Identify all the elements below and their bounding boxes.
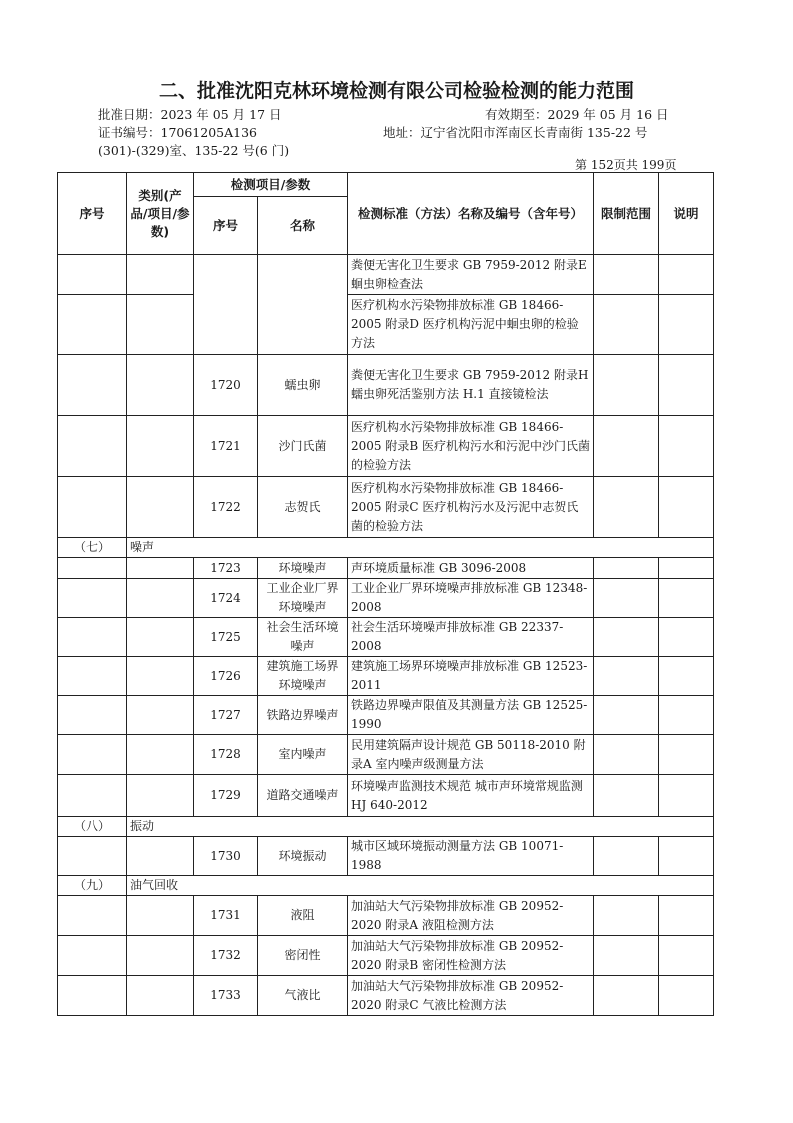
table-row: [58, 579, 714, 618]
cert-number: 证书编号：17061205A136: [98, 125, 258, 140]
header-note: 说明: [659, 173, 714, 255]
section-row: [58, 876, 714, 896]
standard-cell: 环境噪声监测技术规范 城市声环境常规监测 HJ 640-2012: [348, 775, 594, 817]
section-title: 振动: [127, 817, 714, 837]
address-continued: (301)-(329)室、135-22 号(6 门): [98, 143, 290, 158]
table-row: [58, 936, 714, 976]
standard-cell: 工业企业厂界环境噪声排放标准 GB 12348-2008: [348, 579, 594, 618]
header-item-param: 检测项目/参数: [194, 173, 348, 197]
page-title: 二、批准沈阳克林环境检测有限公司检验检测的能力范围: [158, 80, 634, 102]
header-item-seq: 序号: [194, 197, 258, 255]
standard-cell: 粪便无害化卫生要求 GB 7959-2012 附录H 蠕虫卵死活鉴别方法 H.1 直接镜检法: [348, 355, 594, 416]
table-row: [58, 837, 714, 876]
item-number: 1721: [194, 416, 258, 477]
item-number: 1729: [194, 775, 258, 817]
table-row: [58, 477, 714, 538]
table-row: [58, 255, 714, 295]
standard-cell: 医疗机构水污染物排放标准 GB 18466-2005 附录C 医疗机构污水及污泥中志贺氏菌的检验方法: [348, 477, 594, 538]
item-name: 沙门氏菌: [258, 416, 348, 477]
table-row: [58, 976, 714, 1016]
table-row: [58, 618, 714, 657]
approval-date: 批准日期：2023 年 05 月 17 日: [98, 107, 282, 122]
item-number: 1730: [194, 837, 258, 876]
table-row: [58, 896, 714, 936]
standard-cell: 铁路边界噪声限值及其测量方法 GB 12525-1990: [348, 696, 594, 735]
standard-cell: 粪便无害化卫生要求 GB 7959-2012 附录E 蛔虫卵检查法: [348, 255, 594, 295]
item-number: 1733: [194, 976, 258, 1016]
item-name: 气液比: [258, 976, 348, 1016]
address: 地址：辽宁省沈阳市浑南区长青南街 135-22 号: [383, 125, 648, 140]
section-title: 油气回收: [127, 876, 714, 896]
item-number: 1732: [194, 936, 258, 976]
item-number: 1728: [194, 735, 258, 775]
section-title: 噪声: [127, 538, 714, 558]
standard-cell: 声环境质量标准 GB 3096-2008: [348, 558, 594, 579]
standard-cell: 医疗机构水污染物排放标准 GB 18466-2005 附录D 医疗机构污泥中蛔虫卵的检验方法: [348, 295, 594, 355]
item-name: 铁路边界噪声: [258, 696, 348, 735]
item-number: 1726: [194, 657, 258, 696]
item-name: 工业企业厂界环境噪声: [258, 579, 348, 618]
header-standard: 检测标准（方法）名称及编号（含年号）: [348, 173, 594, 255]
table-row: [58, 775, 714, 817]
standard-cell: 加油站大气污染物排放标准 GB 20952-2020 附录A 液阻检测方法: [348, 896, 594, 936]
table-row: [58, 735, 714, 775]
section-number: （七）: [58, 538, 127, 558]
section-row: [58, 817, 714, 837]
header-category: 类别(产品/项目/参数): [127, 173, 194, 255]
header-seq: 序号: [58, 173, 127, 255]
item-number: 1723: [194, 558, 258, 579]
item-number: 1724: [194, 579, 258, 618]
table-row: [58, 696, 714, 735]
section-number: （九）: [58, 876, 127, 896]
item-name: 室内噪声: [258, 735, 348, 775]
header-item-name: 名称: [258, 197, 348, 255]
standard-cell: 社会生活环境噪声排放标准 GB 22337-2008: [348, 618, 594, 657]
item-number: 1731: [194, 896, 258, 936]
item-name: 建筑施工场界环境噪声: [258, 657, 348, 696]
standard-cell: 建筑施工场界环境噪声排放标准 GB 12523-2011: [348, 657, 594, 696]
item-number: 1720: [194, 355, 258, 416]
table-row: [58, 416, 714, 477]
standard-cell: 加油站大气污染物排放标准 GB 20952-2020 附录B 密闭性检测方法: [348, 936, 594, 976]
standard-cell: 城市区域环境振动测量方法 GB 10071-1988: [348, 837, 594, 876]
standard-cell: 加油站大气污染物排放标准 GB 20952-2020 附录C 气液比检测方法: [348, 976, 594, 1016]
table-row: [58, 657, 714, 696]
item-name: 蠕虫卵: [258, 355, 348, 416]
section-row: [58, 538, 714, 558]
item-name: 志贺氏: [258, 477, 348, 538]
item-number: 1725: [194, 618, 258, 657]
table-row: [58, 558, 714, 579]
standard-cell: 医疗机构水污染物排放标准 GB 18466-2005 附录B 医疗机构污水和污泥中沙门氏菌的检验方法: [348, 416, 594, 477]
header-limit: 限制范围: [594, 173, 659, 255]
item-name: 密闭性: [258, 936, 348, 976]
capability-table: [57, 172, 714, 1016]
standard-cell: 民用建筑隔声设计规范 GB 50118-2010 附录A 室内噪声级测量方法: [348, 735, 594, 775]
item-name: 环境振动: [258, 837, 348, 876]
valid-until: 有效期至：2029 年 05 月 16 日: [485, 107, 669, 122]
item-name: 社会生活环境噪声: [258, 618, 348, 657]
item-name: 液阻: [258, 896, 348, 936]
section-number: （八）: [58, 817, 127, 837]
table-row: [58, 355, 714, 416]
item-name: 道路交通噪声: [258, 775, 348, 817]
item-name: 环境噪声: [258, 558, 348, 579]
item-number: 1722: [194, 477, 258, 538]
item-number: 1727: [194, 696, 258, 735]
page-info: 第 152页共 199页: [575, 158, 677, 172]
table-row: [58, 295, 714, 355]
